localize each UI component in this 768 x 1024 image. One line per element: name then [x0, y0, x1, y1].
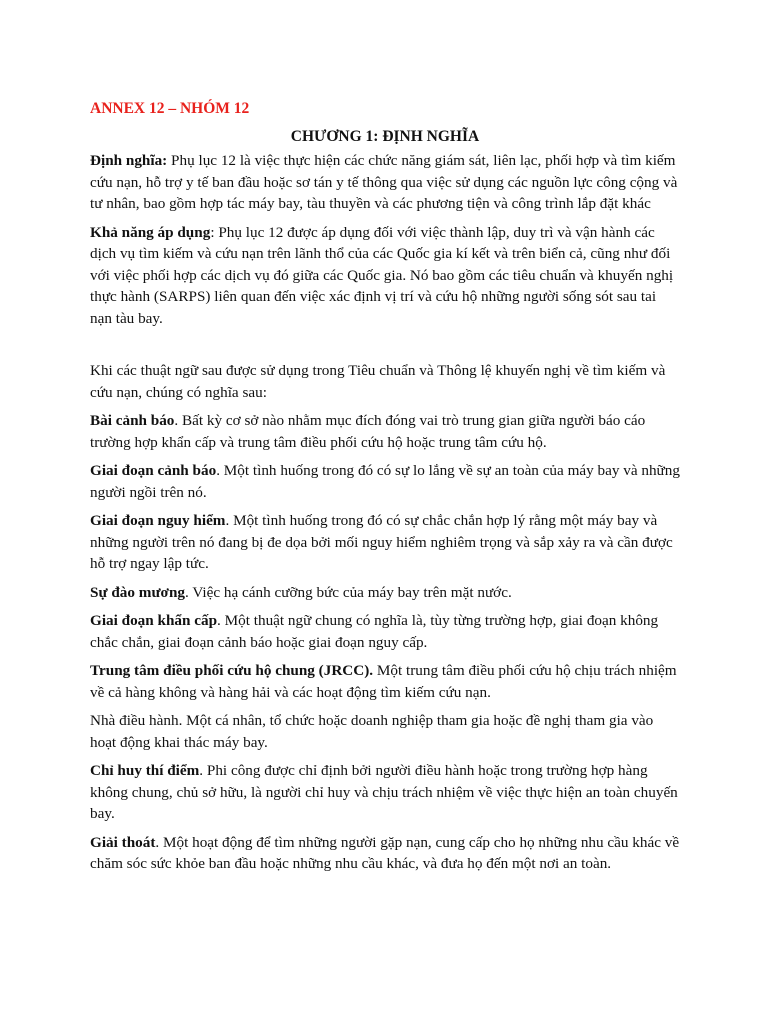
paragraph-gap: [90, 336, 680, 360]
paragraph-text: Phụ lục 12 là việc thực hiện các chức năng giám sát, liên lạc, phối hợp và tìm kiếm cứu nạn, hỗ trợ y tế ban đầu hoặc sơ tán y tế thông qua việc sử dụng các nguồn lực công cộng và tư nhân, bao gồm hợp tác máy bay, tàu thuyền và các phương tiện và công trình lắp đặt khác: [90, 152, 678, 212]
definition-text: . Một hoạt động để tìm những người gặp nạn, cung cấp cho họ những nhu cầu khác về chăm sóc sức khỏe ban đầu hoặc những nhu cầu khác, và đưa họ đến một nơi an toàn.: [90, 833, 680, 872]
definition-item: [90, 710, 680, 753]
definition-term: Sự đào mương: [90, 583, 186, 601]
definition-text: . Bất kỳ cơ sở nào nhằm mục đích đóng vai trò trung gian giữa người báo cáo trường hợp khẩn cấp và trung tâm điều phối cứu hộ hoặc trung tâm cứu hộ.: [90, 412, 646, 451]
definition-item: [90, 760, 680, 825]
definition-text: Một trung tâm điều phối cứu hộ chịu trách nhiệm về cả hàng không và hàng hải và các hoạt động tìm kiếm cứu nạn.: [90, 662, 677, 701]
paragraph-term: Định nghĩa:: [90, 152, 168, 169]
applicability-paragraph: [90, 222, 680, 330]
definition-text: . Một tình huống trong đó có sự lo lắng về sự an toàn của máy bay và những người ngồi trên nó.: [90, 462, 680, 501]
definition-item: [90, 660, 680, 703]
definition-item: [90, 410, 680, 453]
definition-item: [90, 610, 680, 653]
definition-text: Nhà điều hành. Một cá nhân, tổ chức hoặc doanh nghiệp tham gia hoặc đề nghị tham gia vào hoạt động khai thác máy bay.: [90, 712, 654, 751]
definition-term: Trung tâm điều phối cứu hộ chung (JRCC).: [90, 662, 374, 679]
definitions-intro: Khi các thuật ngữ sau được sử dụng trong Tiêu chuẩn và Thông lệ khuyến nghị về tìm kiếm và cứu nạn, chúng có nghĩa sau:: [90, 362, 666, 401]
definition-term: Giai đoạn khẩn cấp: [90, 612, 218, 629]
definition-item: [90, 832, 680, 875]
definition-text: . Phi công được chỉ định bởi người điều hành hoặc trong trường hợp hàng không chung, chủ sở hữu, là người chỉ huy và chịu trách nhiệm về việc thực hiện an toàn chuyến bay.: [90, 762, 678, 822]
definition-paragraph: [90, 150, 680, 215]
paragraph-text: : Phụ lục 12 được áp dụng đối với việc thành lập, duy trì và vận hành các dịch vụ tìm kiếm và cứu nạn trên lãnh thổ của các Quốc gia kí kết và trên biển cả, cũng như đối với việc phối hợp các dịch vụ đó giữa các Quốc gia. Nó bao gồm các tiêu chuẩn và khuyến nghị thực hành (SARPS) liên quan đến việc xác định vị trí và cứu hộ những người sống sót sau tai nạn tàu bay.: [90, 223, 674, 327]
definition-term: Giai đoạn cảnh báo: [90, 462, 217, 479]
definition-term: Bài cảnh báo: [90, 412, 175, 429]
definition-item: [90, 510, 680, 575]
definition-text: . Việc hạ cánh cưỡng bức của máy bay trên mặt nước.: [185, 583, 512, 601]
definition-term: Giai đoạn nguy hiểm: [90, 512, 226, 529]
chapter-title: CHƯƠNG 1: ĐỊNH NGHĨA: [290, 127, 480, 145]
definition-item: [90, 582, 680, 604]
definition-item: [90, 460, 680, 503]
definition-text: . Một tình huống trong đó có sự chắc chắn hợp lý rằng một máy bay và những người trên nó đang bị đe dọa bởi mối nguy hiểm nghiêm trọng và sắp xảy ra và cần được hỗ trợ ngay lập tức.: [90, 512, 673, 572]
paragraph-term: Khả năng áp dụng: [90, 223, 211, 241]
annex-title: ANNEX 12 – NHÓM 12: [90, 100, 250, 117]
document-page: [90, 98, 680, 882]
definition-term: Chỉ huy thí điểm: [90, 762, 200, 779]
definition-text: . Một thuật ngữ chung có nghĩa là, tùy từng trường hợp, giai đoạn không chắc chắn, giai đoạn cảnh báo hoặc giai đoạn nguy cấp.: [90, 612, 659, 651]
definition-term: Giải thoát: [90, 833, 156, 851]
